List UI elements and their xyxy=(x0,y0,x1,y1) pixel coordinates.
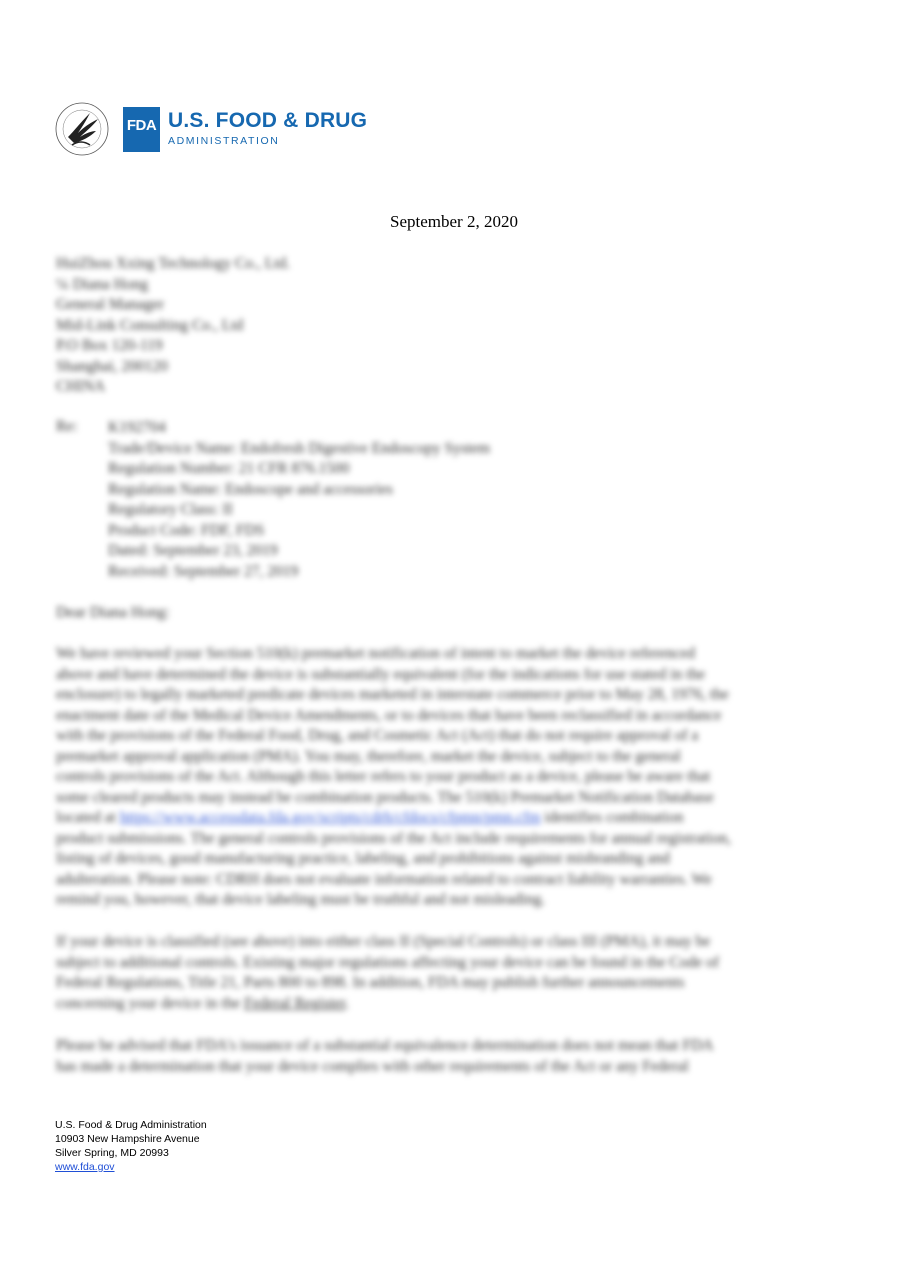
paragraph-line: Please be advised that FDA's issuance of a substantial equivalence determination does not mean that FDA xyxy=(56,1037,714,1054)
paragraph-line: Federal Regulations, Title 21, Parts 800 to 898. In addition, FDA may publish further announcements xyxy=(56,974,685,991)
paragraph-line: above and have determined the device is substantially equivalent (for the indications for use stated in the xyxy=(56,665,706,683)
paragraph-line: with the provisions of the Federal Food, Drug, and Cosmetic Act (Act) that do not require approval of a xyxy=(56,727,699,744)
re-line: Regulation Number: 21 CFR 876.1500 xyxy=(108,460,350,477)
address-line: HuiZhou Xxing Technology Co., Ltd. xyxy=(56,255,291,272)
letter-date: September 2, 2020 xyxy=(390,212,518,231)
footer-org: U.S. Food & Drug Administration xyxy=(55,1119,207,1131)
paragraph-line: If your device is classified (see above) into either class II (Special Controls) or class III (PMA), it may be xyxy=(56,933,711,950)
paragraph-line: some cleared products may instead be combination products. The 510(k) Premarket Notification Database xyxy=(56,788,714,806)
fda-logo-badge xyxy=(123,107,160,152)
re-line: Trade/Device Name: Endofresh Digestive Endoscopy System xyxy=(108,439,491,457)
paragraph-line: product submissions. The general controls provisions of the Act include requirements for annual registration, xyxy=(56,829,732,847)
body-paragraph-1 xyxy=(56,644,840,911)
address-line: Shanghai, 200120 xyxy=(56,357,168,375)
paragraph-line: enactment date of the Medical Device Amendments, or to devices that have been reclassified in accordance xyxy=(56,706,722,724)
line-suffix: . xyxy=(345,994,350,1012)
footer-city: Silver Spring, MD 20993 xyxy=(55,1147,169,1159)
paragraph-line xyxy=(56,994,840,1015)
paragraph-line-with-link xyxy=(56,808,840,829)
federal-register-text: Federal Register xyxy=(244,994,346,1012)
line-prefix: concerning your device in the xyxy=(56,994,245,1012)
pmn-database-link[interactable]: https://www.accessdata.fda.gov/scripts/cdrh/cfdocs/cfpmn/pmn.cfm xyxy=(119,809,541,826)
address-line: ℅ Diana Hong xyxy=(56,275,149,293)
paragraph-line: premarket approval application (PMA). You may, therefore, market the device, subject to the general xyxy=(56,747,681,765)
paragraph-line: remind you, however, that device labeling must be truthful and not misleading. xyxy=(56,891,546,908)
paragraph-line: listing of devices, good manufacturing practice, labeling, and prohibitions against misbranding and xyxy=(56,850,670,867)
address-line: Mid-Link Consulting Co., Ltd xyxy=(56,316,244,334)
paragraph-line: has made a determination that your device complies with other requirements of the Act or any Federal xyxy=(56,1057,689,1075)
fda-subname: ADMINISTRATION xyxy=(168,135,280,147)
body-paragraph-3 xyxy=(56,1036,840,1077)
re-label: Re: xyxy=(56,418,78,435)
paragraph-line: enclosure) to legally marketed predicate devices marketed in interstate commerce prior to May 28, 1976, the xyxy=(56,686,729,703)
re-line: Received: September 27, 2019 xyxy=(108,562,299,580)
footer-street: 10903 New Hampshire Avenue xyxy=(55,1133,200,1145)
paragraph-line: controls provisions of the Act. Although this letter refers to your product as a device, please be aware that xyxy=(56,768,711,785)
paragraph-line: We have reviewed your Section 510(k) premarket notification of intent to market the device referenced xyxy=(56,645,696,662)
address-line: General Manager xyxy=(56,296,165,313)
link-suffix: identifies combination xyxy=(540,809,684,826)
fda-badge-text: FDA xyxy=(126,117,157,134)
re-line: Dated: September 23, 2019 xyxy=(108,542,278,559)
hhs-eagle-seal-icon xyxy=(54,101,110,157)
paragraph-line: subject to additional controls. Existing major regulations affecting your device can be found in the Code of xyxy=(56,953,720,971)
footer-address xyxy=(55,1118,207,1174)
re-block xyxy=(108,418,628,582)
paragraph-line: adulteration. Please note: CDRH does not evaluate information related to contract liability warranties. We xyxy=(56,870,712,888)
fda-website-link[interactable]: www.fda.gov xyxy=(55,1161,115,1173)
re-line: Regulation Name: Endoscope and accessories xyxy=(108,480,393,498)
address-line: P.O Box 120-119 xyxy=(56,337,163,354)
re-line: Regulatory Class: II xyxy=(108,501,233,518)
recipient-address xyxy=(56,254,456,398)
link-prefix: located at xyxy=(56,809,120,826)
body-paragraph-2 xyxy=(56,932,840,1014)
re-line: Product Code: FDF, FDS xyxy=(108,521,265,539)
fda-name: U.S. FOOD & DRUG xyxy=(168,109,368,132)
salutation: Dear Diana Hong: xyxy=(56,604,170,621)
address-line: CHINA xyxy=(56,378,106,395)
re-line: K192704 xyxy=(108,419,166,436)
